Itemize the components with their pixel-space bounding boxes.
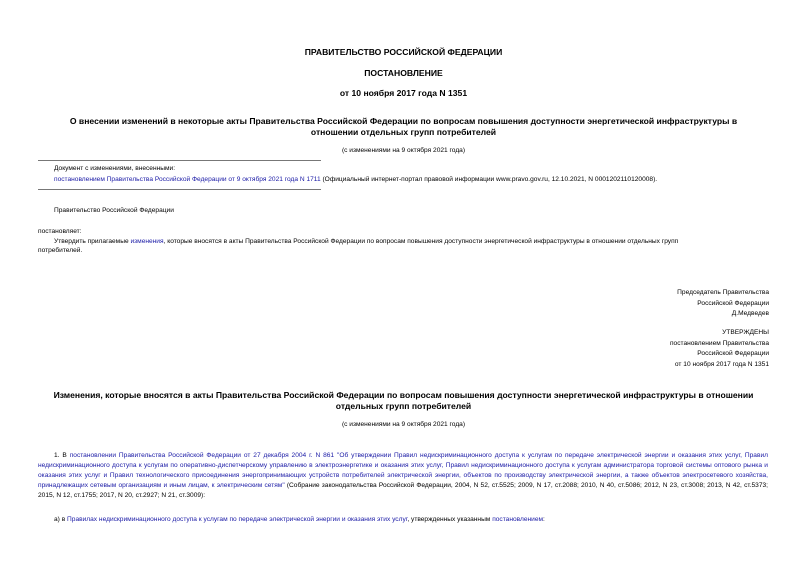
- postanovlyaet: постановляет:: [38, 228, 82, 235]
- section-amendment-note: (с изменениями на 9 октября 2021 года): [341, 421, 466, 428]
- amending-decree-link[interactable]: постановлением Правительства Российской Федерации от 9 октября 2021 года N 1711: [54, 176, 321, 183]
- government-heading: ПРАВИТЕЛЬСТВО РОССИЙСКОЙ ФЕДЕРАЦИИ: [304, 47, 503, 57]
- item-a-pre: а) в: [54, 516, 68, 523]
- changes-box-intro: Документ с изменениями, внесенными:: [54, 165, 176, 172]
- changes-section-title-line2: отдельных групп потребителей: [335, 401, 472, 411]
- approve-line1: [38, 237, 768, 246]
- changes-box-source: (Официальный интернет-портал правовой информации www.pravo.gov.ru, 12.10.2021, N 0001202110120008).: [320, 176, 658, 183]
- signature-line3: Д.Медведев: [731, 310, 769, 317]
- approved-line3: Российской Федерации: [697, 350, 769, 357]
- item-1-paragraph: [38, 451, 768, 501]
- approved-block: [670, 328, 769, 370]
- item-1-number: 1. В: [54, 452, 70, 459]
- document-title: [0, 116, 807, 138]
- document-title-line1: О внесении изменений в некоторые акты Правительства Российской Федерации по вопросам повышения доступности энергетической инфраструктуры в: [69, 116, 738, 126]
- approve-line2: потребителей.: [38, 247, 83, 254]
- changes-link[interactable]: изменения: [130, 238, 164, 245]
- decree-link[interactable]: постановлением: [492, 516, 544, 523]
- changes-box-bottom-rule: [38, 189, 321, 190]
- decree-861-link[interactable]: постановлении Правительства Российской Федерации от 27 декабря 2004 г. N 861 "Об утверждении Правил недискриминационного доступа к услугам по передаче электрической энергии и оказания этих услуг, Правил недискриминационного доступа к услугам по оперативно-диспетчерскому управлению в электроэнергетике и оказания этих услуг, Правил недискриминационного доступа к услугам администратора торговой системы оптового рынка и оказания этих услуг и Правил технологического присоединения энергопринимающих устройств потребителей электрической энергии, объектов по производству электрической энергии, а также объектов электросетевого хозяйства, принадлежащих сетевым организациям и иным лицам, к электрическим сетям": [38, 452, 769, 489]
- changes-box-reference: [54, 175, 657, 184]
- document-date-number: от 10 ноября 2017 года N 1351: [339, 88, 468, 98]
- rules-link[interactable]: Правилах недискриминационного доступа к услугам по передаче электрической энергии и оказания этих услуг: [67, 516, 408, 523]
- approved-line2: постановлением Правительства: [669, 339, 769, 347]
- document-type: ПОСТАНОВЛЕНИЕ: [364, 68, 443, 78]
- approved-line4: от 10 ноября 2017 года N 1351: [674, 360, 769, 368]
- item-a-paragraph: [54, 515, 545, 524]
- signature-line1: Председатель Правительства: [677, 289, 769, 296]
- item-a-mid: , утвержденных указанным: [407, 516, 493, 523]
- government-decides: Правительство Российской Федерации: [54, 207, 174, 214]
- amendment-note: (с изменениями на 9 октября 2021 года): [341, 147, 466, 154]
- approve-pre: Утвердить прилагаемые: [54, 238, 131, 245]
- item-1-rest: (Собрание законодательства Российской Федерации, 2004, N 52, ст.5525; 2009, N 17, ст.2088; 2010, N 40, ст.5086; 2012, N 23, ст.3008; 2013, N 42, ст.5373; 2015, N 12, ст.1755; 2017, N 20, ст.2927; N 21, ст.3009):: [38, 482, 768, 499]
- approve-paragraph: [38, 237, 768, 255]
- document-title-line2: отношении отдельных групп потребителей: [310, 127, 497, 137]
- changes-box-top-rule: [38, 160, 321, 161]
- signature-block: [677, 288, 769, 320]
- approved-line1: УТВЕРЖДЕНЫ: [722, 329, 769, 336]
- approve-post: , которые вносятся в акты Правительства Российской Федерации по вопросам повышения доступности энергетической инфраструктуры в отношении отдельных групп: [163, 238, 679, 245]
- changes-section-title: [0, 390, 807, 412]
- changes-section-title-line1: Изменения, которые вносятся в акты Правительства Российской Федерации по вопросам повышения доступности энергетической инфраструктуры в отношении: [53, 390, 754, 400]
- item-a-post: :: [543, 516, 545, 523]
- signature-line2: Российской Федерации: [697, 299, 769, 307]
